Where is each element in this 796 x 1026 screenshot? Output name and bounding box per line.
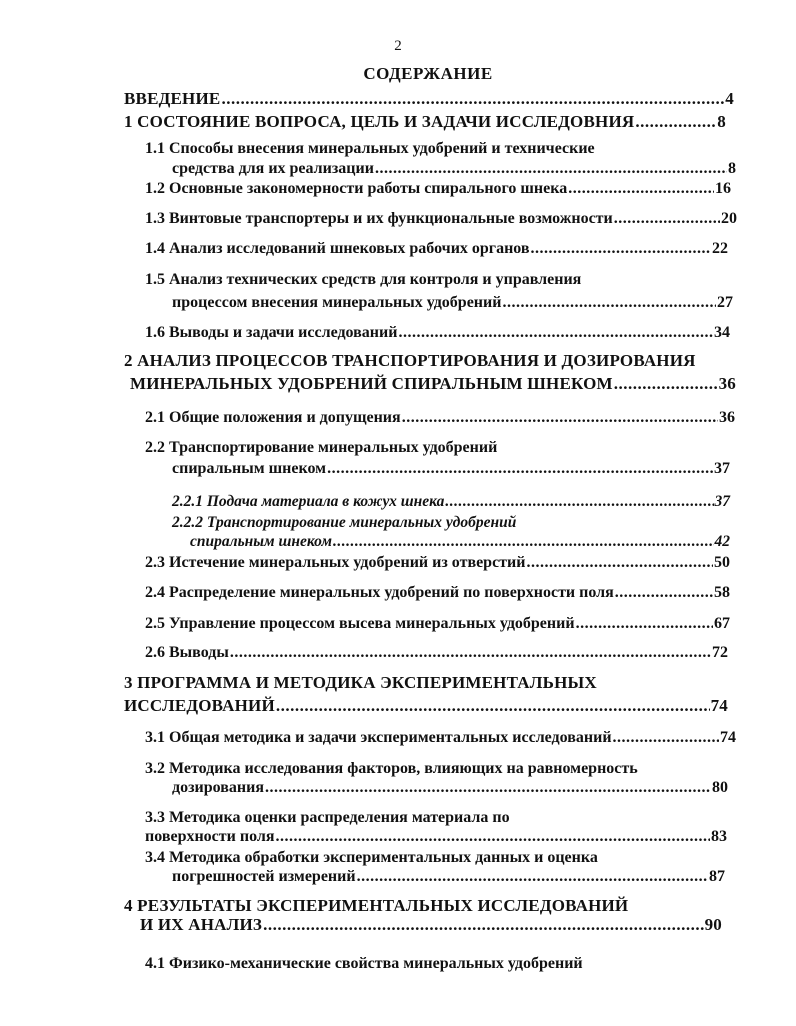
toc-entry-ch3-line1: 3 ПРОГРАММА И МЕТОДИКА ЭКСПЕРИМЕНТАЛЬНЫХ bbox=[124, 673, 597, 692]
toc-entry-1-6: 1.6 Выводы и задачи исследований ..... 34 bbox=[145, 322, 730, 343]
toc-title: СОДЕРЖАНИЕ bbox=[363, 64, 493, 83]
toc-entry-3-2-line1: 3.2 Методика исследования факторов, влияющих на равномерность bbox=[145, 760, 638, 777]
toc-entry-3-3: поверхности поля ..... 83 bbox=[145, 826, 727, 847]
toc-entry-3-1: 3.1 Общая методика и задачи экспериментальных исследований ..... 74 bbox=[145, 727, 736, 748]
toc-entry-3-2: дозирования ..... 80 bbox=[172, 777, 728, 798]
toc-entry-2-2-2-line1: 2.2.2 Транспортирование минеральных удобрений bbox=[172, 514, 517, 531]
toc-entry-ch4-line1: 4 РЕЗУЛЬТАТЫ ЭКСПЕРИМЕНТАЛЬНЫХ ИССЛЕДОВАНИЙ bbox=[124, 896, 629, 915]
toc-entry-3-4-line1: 3.4 Методика обработки экспериментальных данных и оценка bbox=[145, 849, 598, 866]
toc-entry-1-5: процессом внесения минеральных удобрений ..... 27 bbox=[172, 292, 733, 313]
toc-entry-1-4: 1.4 Анализ исследований шнековых рабочих органов ..... 22 bbox=[145, 238, 728, 259]
toc-entry-2-3: 2.3 Истечение минеральных удобрений из отверстий ..... 50 bbox=[145, 552, 730, 573]
toc-entry-2-2: спиральным шнеком ..... 37 bbox=[172, 458, 730, 479]
page-number: 2 bbox=[394, 38, 402, 54]
toc-entry-1-1: средства для их реализации ..... 8 bbox=[172, 158, 736, 179]
toc-entry-intro: ВВЕДЕНИЕ ..... 4 bbox=[124, 88, 734, 109]
toc-entry-2-5: 2.5 Управление процессом высева минеральных удобрений ..... 67 bbox=[145, 613, 730, 634]
toc-entry-1-3: 1.3 Винтовые транспортеры и их функциональные возможности ..... 20 bbox=[145, 208, 737, 229]
toc-entry-3-4: погрешностей измерений ..... 87 bbox=[172, 866, 725, 887]
toc-entry-1-1-line1: 1.1 Способы внесения минеральных удобрений и технические bbox=[145, 140, 595, 157]
toc-entry-2-6: 2.6 Выводы ..... 72 bbox=[145, 642, 728, 663]
toc-entry-2-4: 2.4 Распределение минеральных удобрений по поверхности поля ..... 58 bbox=[145, 582, 730, 603]
toc-entry-2-2-1: 2.2.1 Подача материала в кожух шнека ..... 37 bbox=[172, 491, 730, 512]
toc-entry-2-1: 2.1 Общие положения и допущения ..... 36 bbox=[145, 407, 735, 428]
toc-entry-ch3: ИССЛЕДОВАНИЙ ..... 74 bbox=[124, 695, 728, 716]
toc-entry-3-3-line1: 3.3 Методика оценки распределения материала по bbox=[145, 809, 510, 826]
toc-entry-2-2-line1: 2.2 Транспортирование минеральных удобрений bbox=[145, 439, 498, 456]
toc-entry-1-5-line1: 1.5 Анализ технических средств для контроля и управления bbox=[145, 271, 582, 288]
toc-entry-2-2-2: спиральным шнеком ..... 42 bbox=[190, 531, 730, 552]
toc-entry-4-1: 4.1 Физико-механические свойства минеральных удобрений bbox=[145, 955, 583, 972]
toc-entry-1-2: 1.2 Основные закономерности работы спирального шнека ..... 16 bbox=[145, 178, 731, 199]
toc-entry-ch1: 1 СОСТОЯНИЕ ВОПРОСА, ЦЕЛЬ И ЗАДАЧИ ИССЛЕДОВНИЯ ..... 8 bbox=[124, 111, 726, 132]
toc-entry-ch4: И ИХ АНАЛИЗ ..... 90 bbox=[140, 914, 722, 935]
toc-entry-ch2-line1: 2 АНАЛИЗ ПРОЦЕССОВ ТРАНСПОРТИРОВАНИЯ И ДОЗИРОВАНИЯ bbox=[124, 351, 696, 370]
toc-entry-ch2: МИНЕРАЛЬНЫХ УДОБРЕНИЙ СПИРАЛЬНЫМ ШНЕКОМ ..... 36 bbox=[130, 373, 736, 394]
